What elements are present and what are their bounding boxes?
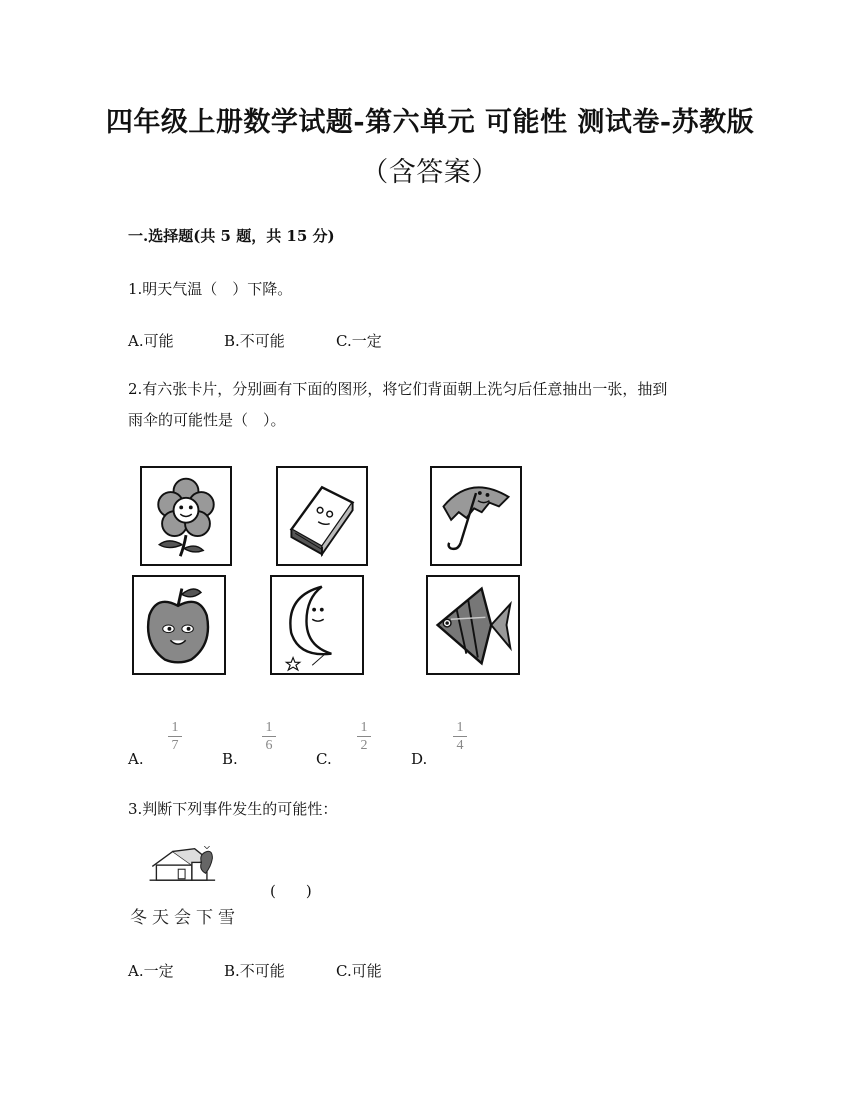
q2-option-a-fraction (168, 720, 182, 753)
moon-icon (272, 577, 362, 673)
house-icon (128, 846, 264, 902)
card-moon (270, 575, 364, 675)
card-book (276, 466, 368, 566)
section-heading: 一.选择题(共 5 题，共 15 分) (128, 227, 335, 245)
q3-answer-blank: ( ) (270, 882, 312, 900)
apple-icon (134, 577, 224, 673)
book-icon (278, 468, 366, 564)
q3-option-c: C.可能 (336, 962, 382, 980)
card-flower (140, 466, 232, 566)
snow-image-caption: 冬天会下雪 (130, 908, 240, 928)
fraction-denominator: 6 (265, 738, 273, 753)
fraction-numerator: 1 (265, 720, 273, 735)
q1-option-a: A.可能 (128, 332, 174, 350)
fraction-denominator: 4 (456, 738, 464, 753)
q2-option-d-fraction (453, 720, 467, 753)
q3-option-a: A.一定 (128, 962, 174, 980)
q2-option-a-label: A. (128, 750, 144, 768)
doc-title-line1: 四年级上册数学试题-第六单元 可能性 测试卷-苏教版 (105, 107, 755, 138)
fraction-numerator: 1 (456, 720, 464, 735)
q2-option-b-label: B. (222, 750, 238, 768)
umbrella-icon (432, 468, 520, 564)
fraction-denominator: 7 (171, 738, 179, 753)
card-apple (132, 575, 226, 675)
question-1-text: 1.明天气温（ ）下降。 (128, 280, 293, 298)
flower-icon (142, 468, 230, 564)
question-3-text: 3.判断下列事件发生的可能性： (128, 800, 338, 818)
q2-option-d-label: D. (411, 750, 428, 768)
question-2-text-line2: 雨伞的可能性是（ ）。 (128, 411, 286, 429)
card-fish (426, 575, 520, 675)
card-umbrella (430, 466, 522, 566)
fraction-denominator: 2 (360, 738, 368, 753)
question-2-text-line1: 2.有六张卡片，分别画有下面的图形，将它们背面朝上洗匀后任意抽出一张，抽到 (128, 380, 668, 398)
fraction-numerator: 1 (360, 720, 368, 735)
fish-icon (428, 577, 518, 673)
q1-option-b: B.不可能 (224, 332, 285, 350)
q2-option-c-fraction (357, 720, 371, 753)
q3-option-b: B.不可能 (224, 962, 285, 980)
q2-option-c-label: C. (316, 750, 332, 768)
fraction-numerator: 1 (171, 720, 179, 735)
q2-option-b-fraction (262, 720, 276, 753)
q1-option-c: C.一定 (336, 332, 382, 350)
doc-title-line2: （含答案） (361, 157, 499, 188)
